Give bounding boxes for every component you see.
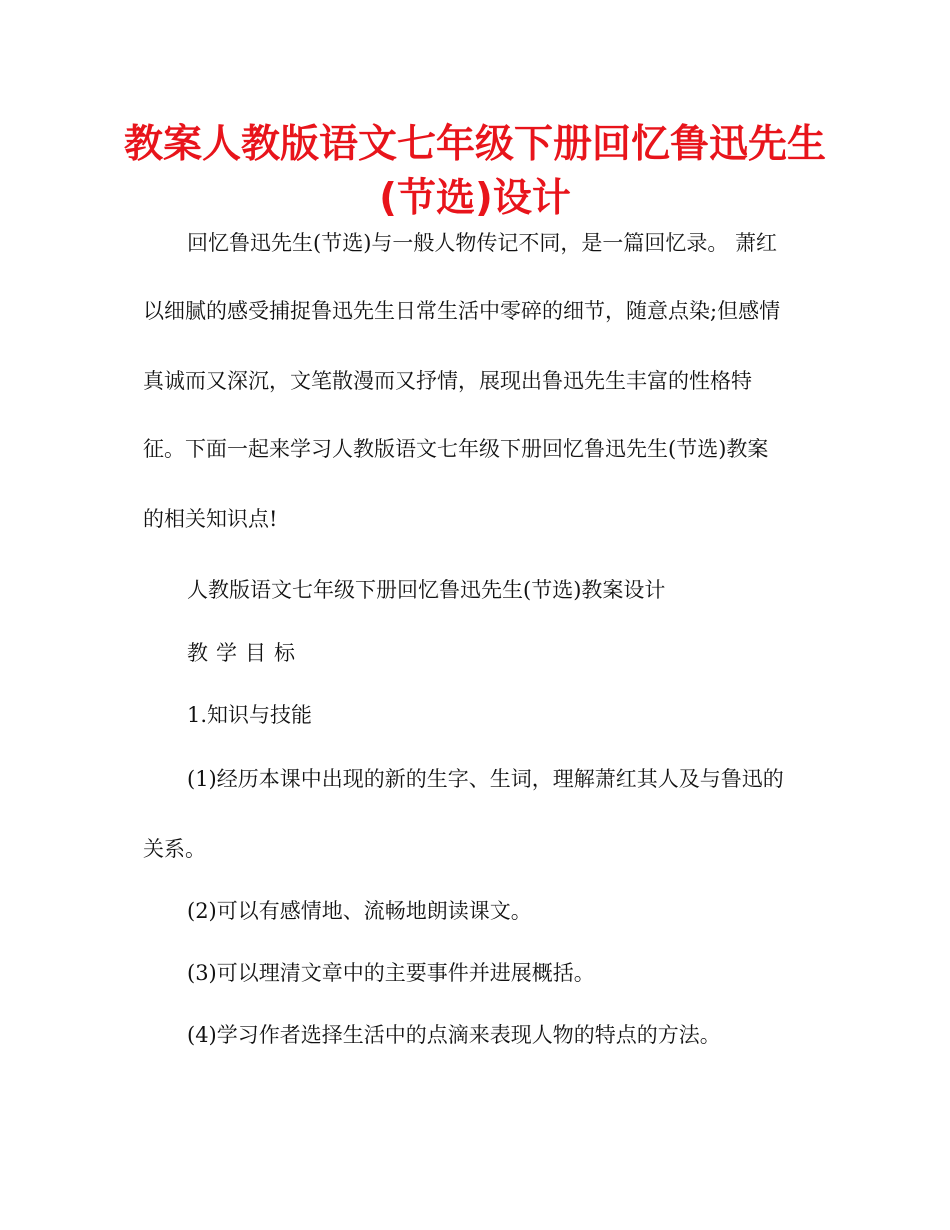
intro-line-3: 真诚而又深沉，文笔散漫而又抒情，展现出鲁迅先生丰富的性格特 (143, 369, 752, 393)
lesson-subtitle: 人教版语文七年级下册回忆鲁迅先生(节选)教案设计 (187, 578, 666, 602)
objective-2: (2)可以有感情地、流畅地朗读课文。 (187, 899, 532, 923)
objective-4: (4)学习作者选择生活中的点滴来表现人物的特点的方法。 (187, 1023, 721, 1047)
objective-1-line-2: 关系。 (143, 837, 206, 861)
document-title: 教案人教版语文七年级下册回忆鲁迅先生(节选)设计 (123, 122, 826, 221)
objective-1-line-1: (1)经历本课中出现的新的生字、生词，理解萧红其人及与鲁迅的 (187, 767, 784, 791)
intro-line-2: 以细腻的感受捕捉鲁迅先生日常生活中零碎的细节，随意点染;但感情 (143, 299, 781, 323)
subsection-heading: 1.知识与技能 (187, 703, 313, 727)
section-heading: 教学目标 (187, 641, 303, 665)
objective-3: (3)可以理清文章中的主要事件并进展概括。 (187, 961, 595, 985)
intro-line-5: 的相关知识点! (143, 507, 278, 531)
intro-line-1: 回忆鲁迅先生(节选)与一般人物传记不同，是一篇回忆录。 萧红 (187, 231, 778, 255)
intro-line-4: 征。下面一起来学习人教版语文七年级下册回忆鲁迅先生(节选)教案 (143, 437, 769, 461)
